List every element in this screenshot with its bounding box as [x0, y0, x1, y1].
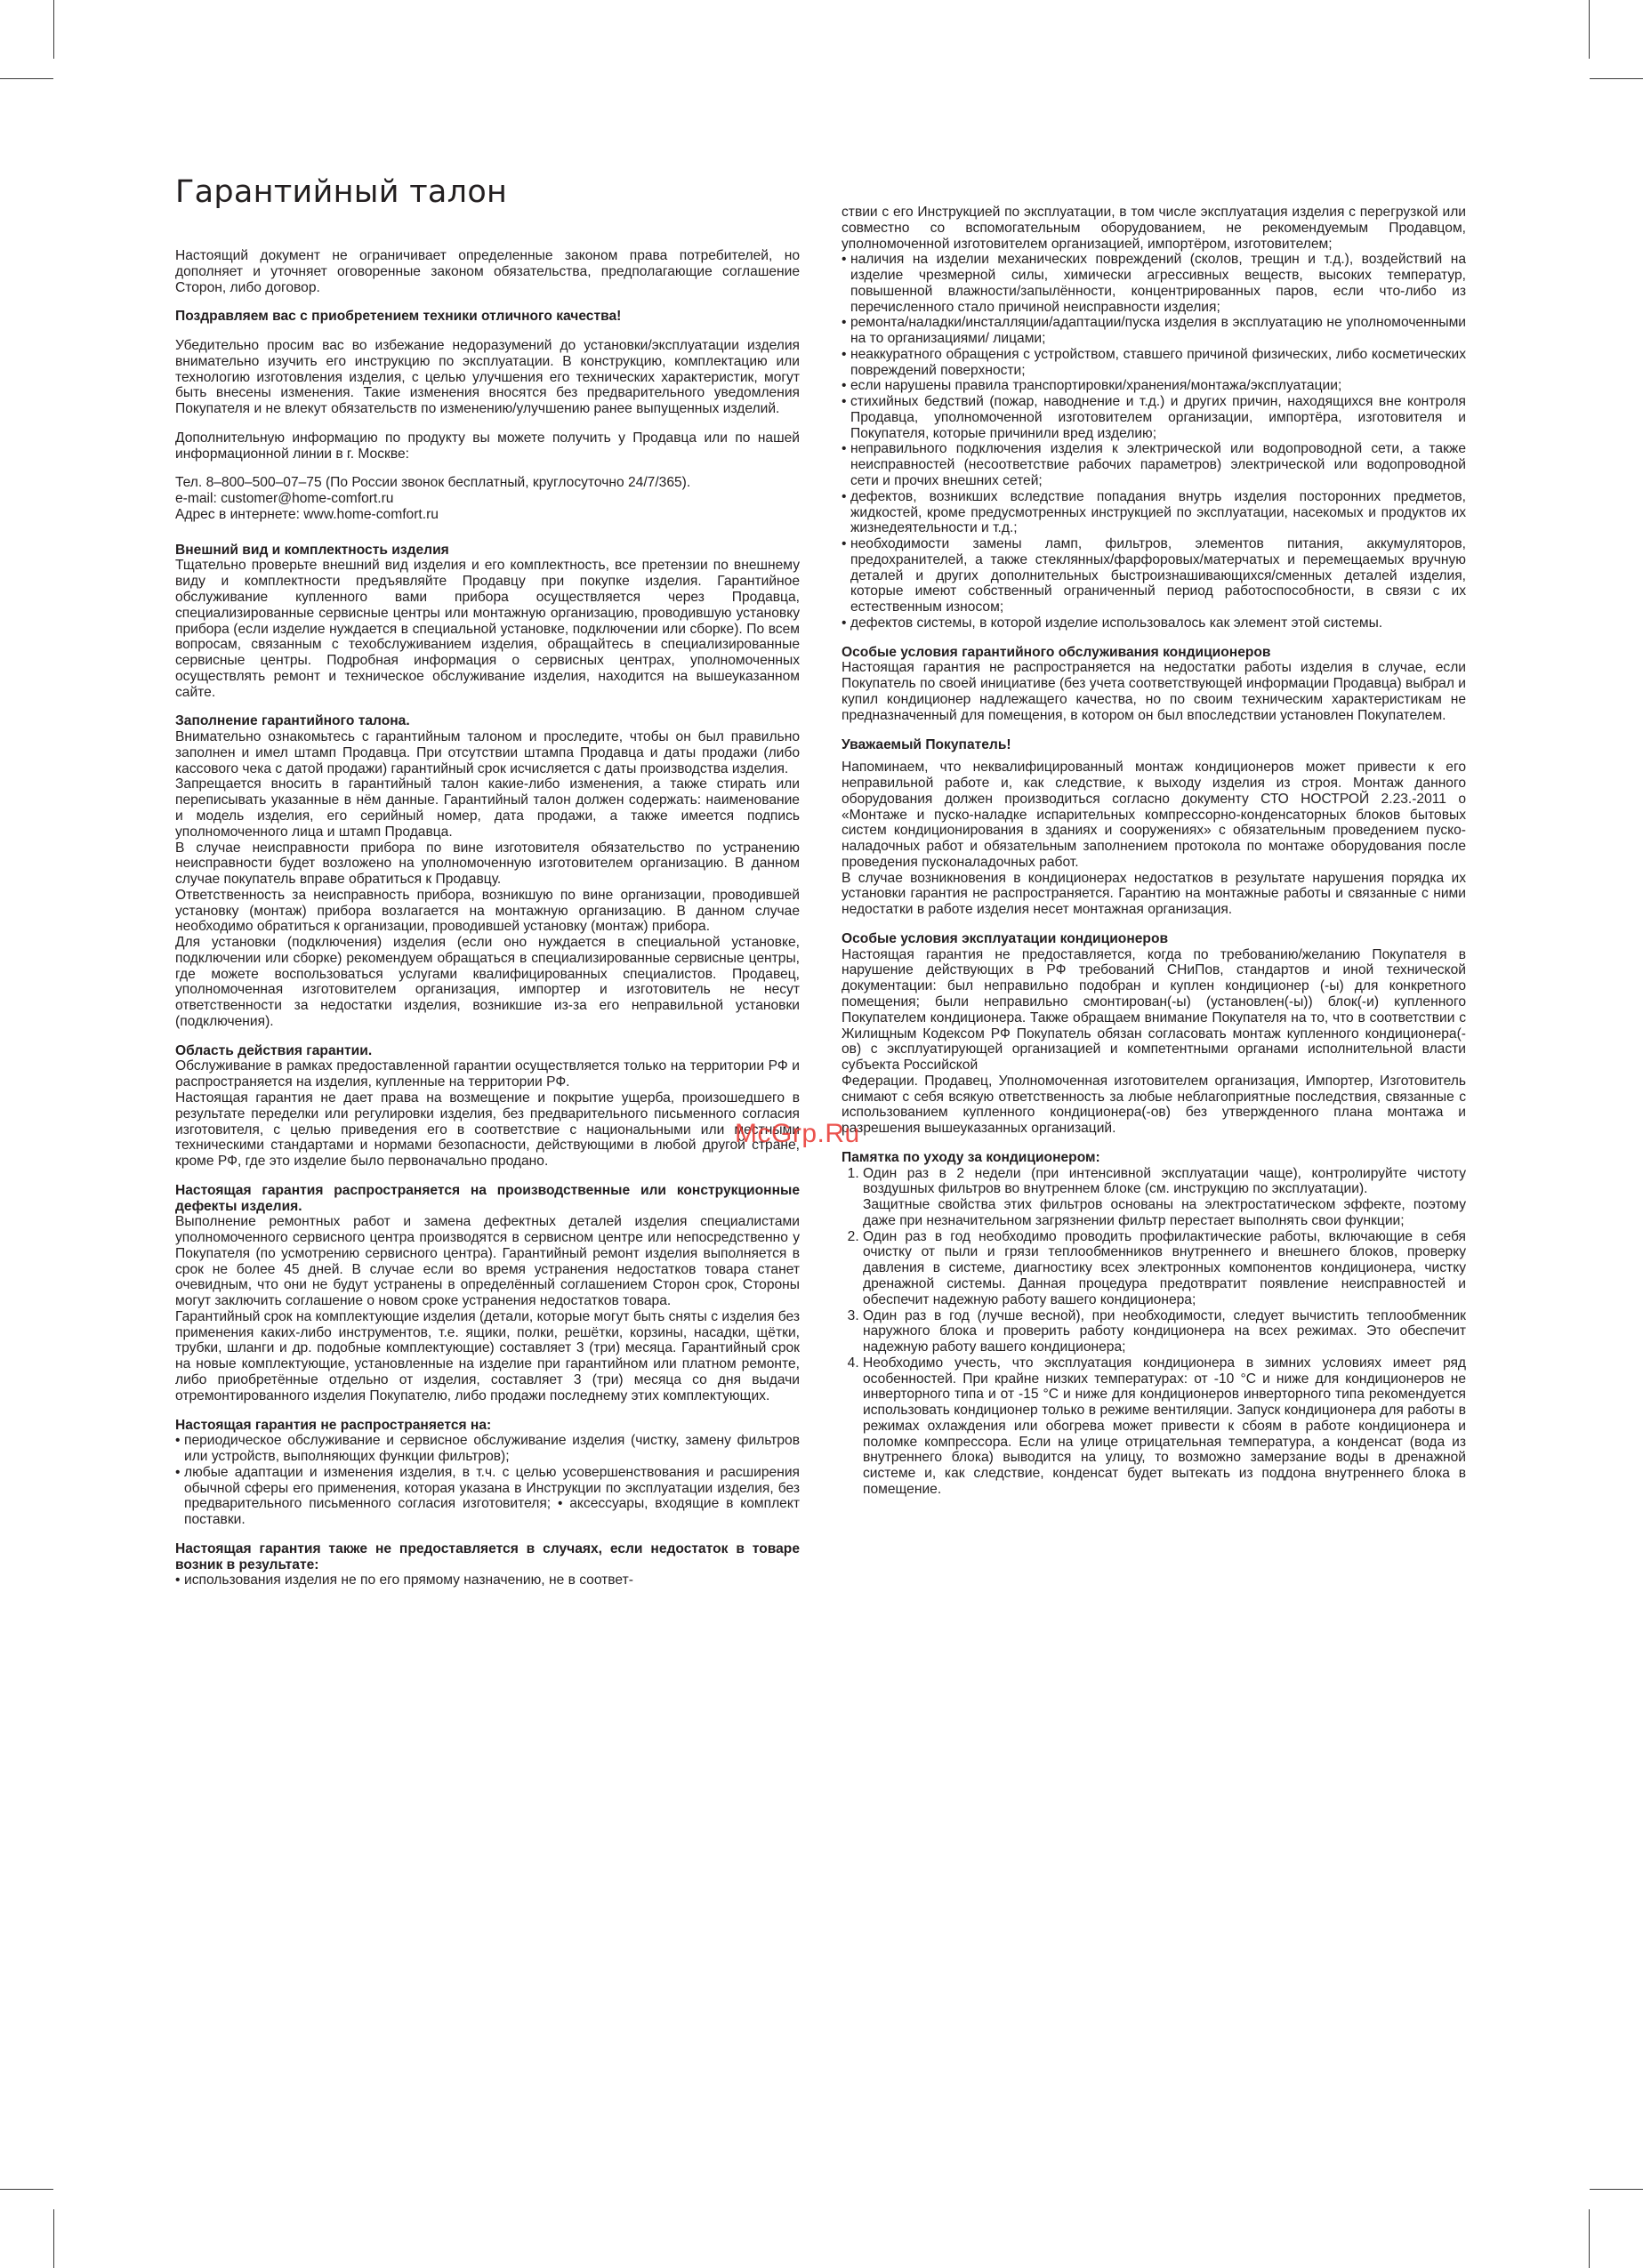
crop-mark [1589, 0, 1590, 59]
not-covered-list [175, 1433, 800, 1528]
list-item [863, 1229, 1466, 1308]
left-column [175, 248, 800, 2089]
filling-paragraph: В случае неисправности прибора по вине изготовителя обязательство по устранению неисправности будет возложено на уполномоченную изготовителем организацию. В данном случае покупатель вправе обратиться к Продавцу. [175, 840, 800, 888]
scope-heading: Область действия гарантии. [175, 1042, 373, 1058]
crop-mark [0, 78, 53, 79]
continued-paragraph: ствии с его Инструкцией по эксплуатации, в том числе эксплуатация изделия с перегрузкой или совместно со вспомогательным оборудованием, не рекомендуемым Продавцом, уполномоченной изготовителем организацией, импортёром, изготовителем; [842, 205, 1466, 252]
list-item: • ремонта/наладки/инсталляции/адаптации/пуска изделия в эксплуатацию не уполномоченными на то организациями/ лицами; [842, 315, 1466, 347]
care-list [842, 1166, 1466, 1498]
crop-mark [1590, 78, 1643, 79]
crop-mark [53, 2209, 54, 2268]
list-item: • стихийных бедствий (пожар, наводнение и т.д.) и других причин, находящихся вне контроля Продавца, уполномоченной изготовителем организации, импортёра, изготовителя и Покупателя, которые причинили вред изделию; [842, 394, 1466, 441]
appearance-heading: Внешний вид и комплектность изделия [175, 542, 449, 558]
congrats-heading: Поздравляем вас с приобретением техники отличного качества! [175, 309, 622, 325]
list-item: • периодическое обслуживание и сервисное обслуживание изделия (чистку, замену фильтров или устройств, выполняющих функции фильтров); [175, 1433, 800, 1465]
not-provided-heading: Настоящая гарантия также не предоставляется в случаях, если недостаток в товаре возник в результате: [175, 1540, 800, 1572]
dear-customer-paragraph: В случае возникновения в кондиционерах недостатков в результате нарушения порядка их установки гарантия не распространяется. Гарантию на монтажные работы и связанные с ними недостатки в работе изделия несет монтажная организация. [842, 870, 1466, 918]
defects-paragraph: Выполнение ремонтных работ и замена дефектных деталей изделия специалистами уполномоченного сервисного центра производятся в сервисном центре или непосредственно у Покупателя (по усмотрению сервисного центра). Гарантийный ремонт изделия выполняется в срок не более 45 дней. В случае если во время устранения недостатков товара станет очевидным, что они не будут устранены в определённый соглашением Сторон срок, Стороны могут заключить соглашение о новом сроке устранения недостатков товара. [175, 1214, 800, 1309]
scope-paragraph: Обслуживание в рамках предоставленной гарантии осуществляется только на территории РФ и распространяется на изделия, купленные на территории РФ. [175, 1058, 800, 1090]
filling-paragraph: Внимательно ознакомьтесь с гарантийным талоном и проследите, чтобы он был правильно заполнен и имел штамп Продавца. При отсутствии штампа Продавца и даты продажи (либо кассового чека с датой продажи) гарантийный срок исчисляется с даты производства изделия. [175, 729, 800, 776]
scope-paragraph: Настоящая гарантия не дает права на возмещение и покрытие ущерба, произошедшего в результате переделки или регулировки изделия, без предварительного письменного согласия изготовителя, с целью приведения его в соответствие с национальными или местными техническими стандартами и нормами безопасности, действующими в любой другой стране, кроме РФ, где это изделие было первоначально продано. [175, 1090, 800, 1170]
page-title: Гарантийный талон [175, 174, 508, 210]
defects-heading: Настоящая гарантия распространяется на производственные или конструкционные дефекты изделия. [175, 1182, 800, 1214]
defects-paragraph: Гарантийный срок на комплектующие изделия (детали, которые могут быть сняты с изделия без применения каких-либо инструментов, т.е. ящики, полки, решётки, корзины, насадки, щётки, трубки, шланги и др. подобные комплектующие) составляет 3 (три) месяца. Гарантийный срок на новые комплектующие, установленные на изделие при гарантийном или платном ремонте, либо приобретённые отдельно от изделия, составляет 3 (три) месяца со дня выдачи отремонтированного изделия Покупателю, либо продажи последнему этих комплектующих. [175, 1308, 800, 1403]
dear-customer-heading: Уважаемый Покупатель! [842, 736, 1011, 752]
list-item [863, 1166, 1466, 1229]
ac-warranty-heading: Особые условия гарантийного обслуживания кондиционеров [842, 644, 1271, 660]
list-item: • неправильного подключения изделия к электрической или водопроводной сети, а также неисправностей (несоответствие рабочих параметров) электрической или водопроводной сети и прочих внешних сетей; [842, 441, 1466, 488]
ac-warranty-paragraph: Настоящая гарантия не распространяется на недостатки работы изделия в случае, если Покупатель по своей инициативе (без учета соответствующей информации Продавца) выбрал и купил кондиционер надлежащего качества, но по своим техническим характеристикам не предназначенный для помещения, в котором он был впоследствии установлен Покупателем. [842, 660, 1466, 723]
appearance-paragraph: Тщательно проверьте внешний вид изделия и его комплектность, все претензии по внешнему виду и комплектности предъявляйте Продавцу при покупке изделия. Гарантийное обслуживание купленного вами прибора осуществляется через Продавца, специализированные сервисные центры или монтажную организацию, проводившую установку прибора (если изделие нуждается в специальной установке, подключении или сборке). По всем вопросам, связанным с техобслуживанием изделия, обращайтесь в специализированные сервисные центры. Подробная информация о сервисных центрах, уполномоченных осуществлять ремонт и техническое обслуживание изделия, находится на вышеуказанном сайте. [175, 558, 800, 700]
list-item [863, 1308, 1466, 1355]
care-item-text: Необходимо учесть, что эксплуатация кондиционера в зимних условиях имеет ряд особенностей. При крайне низких температурах: от -10 °С и ниже для кондиционеров не инверторного типа и от -15 °С и ниже для кондиционеров инверторного типа рекомендуется использовать кондиционер только в режиме вентиляции. Запуск кондиционера для работы в режимах охлаждения или обогрева может привести к сбоям в работе кондиционера и поломке компрессора. Если на улице отрицательная температура, а конденсат (вода из внутреннего блока) выводится на улицу, то возможно замерзание воды в дренажной системе и, как следствие, конденсат будет вытекать из поддона внутреннего блока в помещение. [863, 1355, 1466, 1497]
right-column [842, 205, 1466, 2081]
list-item [863, 1355, 1466, 1498]
not-covered-heading: Настоящая гарантия не распространяется на: [175, 1417, 492, 1433]
info-paragraph: Дополнительную информацию по продукту вы можете получить у Продавца или по нашей информационной линии в г. Москве: [175, 430, 800, 462]
list-item: • любые адаптации и изменения изделия, в т.ч. с целью усовершенствования и расширения обычной сферы его применения, которая указана в Инструкции по эксплуатации изделия, без предварительного письменного согласия изготовителя; • аксессуары, входящие в комплект поставки. [175, 1465, 800, 1528]
list-item: • неаккуратного обращения с устройством, ставшего причиной физических, либо косметических повреждений поверхности; [842, 347, 1466, 379]
intro-paragraph: Настоящий документ не ограничивает определенные законом права потребителей, но дополняет и уточняет оговоренные законом обязательства, предполагающие соглашение Сторон, либо договор. [175, 248, 800, 295]
list-item: • дефектов системы, в которой изделие использовалось как элемент этой системы. [842, 615, 1466, 631]
request-paragraph: Убедительно просим вас во избежание недоразумений до установки/эксплуатации изделия внимательно изучить его инструкцию по эксплуатации. В конструкцию, комплектацию или технологию изготовления изделия, с целью улучшения его технических характеристик, могут быть внесены изменения. Такие изменения вносятся без предварительного уведомления Покупателя и не влекут обязательств по изменению/улучшению ранее выпущенных изделий. [175, 338, 800, 417]
care-heading: Памятка по уходу за кондиционером: [842, 1149, 1100, 1165]
email-line: e-mail: customer@home-comfort.ru [175, 491, 394, 507]
care-item-extra: Защитные свойства этих фильтров основаны на электростатическом эффекте, поэтому даже при незначительном загрязнении фильтр перестает выполнять свои функции; [863, 1197, 1466, 1228]
watermark-logo: McGrp.Ru [735, 1119, 860, 1148]
care-item-text: Один раз в год (лучше весной), при необходимости, следует вычистить теплообменник наружного блока и проверить работу кондиционера на всех режимах. Это обеспечит надежную работу вашего кондиционера; [863, 1307, 1466, 1355]
filling-heading: Заполнение гарантийного талона. [175, 713, 410, 729]
list-item: • использования изделия не по его прямому назначению, не в соответ- [175, 1572, 800, 1588]
crop-mark [0, 2189, 53, 2190]
dear-customer-paragraph: Напоминаем, что неквалифицированный монтаж кондиционеров может привести к его неправильной работе и, как следствие, к выходу изделия из строя. Монтаж данного оборудования должен производиться согласно документу СТО НОСТРОЙ 2.23.-2011 о «Монтаже и пуско-наладке испарительных компрессорно-конденсаторных блоков бытовых систем кондиционирования в зданиях и сооружениях» с обязательным проведением пуско-наладочных работ и обязательным заполнением протокола по монтаже оборудования после проведения пусконаладочных работ. [842, 760, 1466, 870]
list-item: • дефектов, возникших вследствие попадания внутрь изделия посторонних предметов, жидкостей, кроме предусмотренных инструкцией по эксплуатации, насекомых и продуктов их жизнедеятельности и т.д.; [842, 489, 1466, 536]
operation-paragraph: Федерации. Продавец, Уполномоченная изготовителем организация, Импортер, Изготовитель снимают с себя всякую ответственность за любые неблагоприятные последствия, связанные с использованием купленного кондиционера(-ов) без утвержденного плана монтажа и разрешения вышеуказанных организаций. [842, 1073, 1466, 1137]
operation-paragraph: Настоящая гарантия не предоставляется, когда по требованию/желанию Покупателя в нарушение действующих в РФ требований СНиПов, стандартов и иной технической документации: был неправильно подобран и куплен кондиционер (-ы) для конкретного помещения; были неправильно смонтирован(-ы) (установлен(-ы)) блок(-и) купленного Покупателем кондиционера. Также обращаем внимание Покупателя на то, что в соответствии с Жилищным Кодексом РФ Покупатель обязан согласовать монтаж купленного кондиционера(-ов) с эксплуатирующей организацией и компетентными органами исполнительной власти субъекта Российской [842, 946, 1466, 1074]
filling-paragraph: Запрещается вносить в гарантийный талон какие-либо изменения, а также стирать или переписывать указанные в нём данные. Гарантийный талон должен содержать: наименование и модель изделия, его серийный номер, дата продажи, а также имеется подпись уполномоченного лица и штамп Продавца. [175, 776, 800, 840]
filling-paragraph: Для установки (подключения) изделия (если оно нуждается в специальной установке, подключении или сборке) рекомендуем обращаться в специализированные сервисные центры, где можете воспользоваться услугами квалифицированных специалистов. Продавец, уполномоченная изготовителем организация, импортер и изготовитель не несут ответственности за недостатки изделия, возникшие из-за его неправильной установки (подключения). [175, 935, 800, 1029]
list-item: • наличия на изделии механических повреждений (сколов, трещин и т.д.), воздействий на изделие чрезмерной силы, химически агрессивных веществ, высоких температур, повышенной влажности/запылённости, концентрированных паров, если что-либо из перечисленного стало причиной неисправности изделия; [842, 252, 1466, 315]
not-provided-list [175, 1572, 800, 1588]
care-item-text: Один раз в 2 недели (при интенсивной эксплуатации чаще), контролируйте чистоту воздушных фильтров во внутреннем блоке (см. инструкцию по эксплуатации). [863, 1165, 1466, 1197]
crop-mark [1590, 2189, 1643, 2190]
phone-line: Тел. 8–800–500–07–75 (По России звонок бесплатный, круглосуточно 24/7/365). [175, 475, 691, 491]
website-line: Адрес в интернете: www.home-comfort.ru [175, 506, 439, 522]
operation-heading: Особые условия эксплуатации кондиционеров [842, 930, 1169, 946]
crop-mark [1589, 2209, 1590, 2268]
not-provided-list-continued [842, 252, 1466, 631]
list-item: • если нарушены правила транспортировки/хранения/монтажа/эксплуатации; [842, 378, 1466, 394]
crop-mark [53, 0, 54, 59]
filling-paragraph: Ответственность за неисправность прибора, возникшую по вине организации, проводившей установку (монтаж) прибора возлагается на монтажную организацию. В данном случае необходимо обратиться к организации, проводившей установку (монтаж) прибора. [175, 887, 800, 935]
list-item: • необходимости замены ламп, фильтров, элементов питания, аккумуляторов, предохранителей, а также стеклянных/фарфоровых/матерчатых и перемещаемых вручную деталей и других дополнительных быстроизнашивающихся/сменных деталей изделия, которые имеют собственный ограниченный период работоспособности, в связи с их естественным износом; [842, 536, 1466, 615]
care-item-text: Один раз в год необходимо проводить профилактические работы, включающие в себя очистку от пыли и грязи теплообменников внутреннего и внешнего блоков, проверку давления в системе, диагностику всех электронных компонентов кондиционера, чистку дренажной системы. Данная процедура предотвратит появление неисправностей и обеспечит надежную работу вашего кондиционера; [863, 1228, 1466, 1307]
